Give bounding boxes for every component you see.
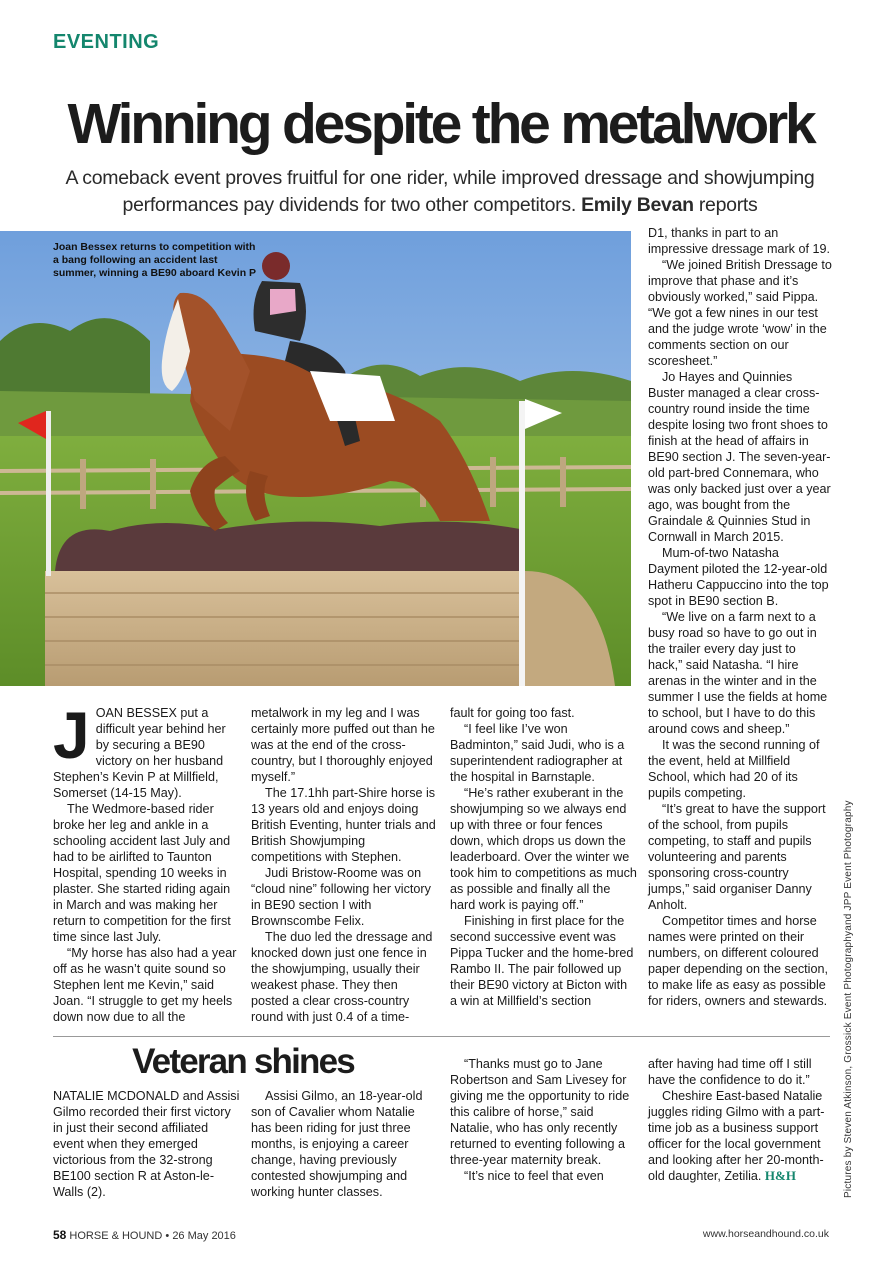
paragraph: “He’s rather exuberant in the showjumping so we always end up with three or four fences down, which drops us down the leaderboard. Over the winter we took him to competitions as much as possible and finally all the hard work is paying off.” xyxy=(450,786,637,912)
paragraph: “I feel like I’ve won Badminton,” said Judi, who is a superintendent radiographer at the hospital in Barnstaple. xyxy=(450,722,625,784)
paragraph: “Thanks must go to Jane Robertson and Sam Livesey for giving me the opportunity to ride this calibre of horse,” said Natalie, who has only recently returned to eventing following a three-year maternity break. xyxy=(450,1057,630,1167)
hh-logo: H&H xyxy=(764,1168,796,1183)
standfirst xyxy=(40,165,840,219)
veteran-column-1 xyxy=(53,1088,240,1200)
paragraph: “It’s nice to feel that even xyxy=(464,1169,604,1183)
paragraph: NATALIE MCDONALD and Assisi Gilmo recorded their first victory in just their second affiliated event when they emerged victorious from the 32-strong BE100 section R at Aston-le-Walls (2). xyxy=(53,1089,240,1199)
paragraph: Jo Hayes and Quinnies Buster managed a clear cross-country round inside the time despite losing two front shoes to finish at the head of affairs in BE90 section J. The seven-year-old part-bred Connemara, who was only backed just over a year ago, was bought from the Graindale & Quinnies Stud in Cornwall in March 2015. xyxy=(648,370,831,544)
paragraph: Finishing in first place for the second successive event was Pippa Tucker and the home-bred Rambo II. The pair followed up their BE90 victory at Bicton with a win at Millfield’s section xyxy=(450,914,634,1008)
page-number: 58 xyxy=(53,1228,67,1242)
subhead: Veteran shines xyxy=(132,1042,354,1081)
footer-separator: • xyxy=(165,1230,170,1242)
drop-cap: J xyxy=(53,698,90,772)
standfirst-text: A comeback event proves fruitful for one rider, while improved dressage and showjumping performances pay dividends for two other competitors. xyxy=(65,167,815,216)
article-column-2 xyxy=(251,705,438,1025)
paragraph: “My horse has also had a year off as he wasn’t quite sound so Stephen lent me Kevin,” said Joan. “I struggle to get my heels down now due to all the xyxy=(53,946,237,1024)
paragraph: The duo led the dressage and knocked down just one fence in the showjumping, usually their weakest phase. They then posted a clear cross-country round with just 0.4 of a time- xyxy=(251,930,433,1024)
article-column-4 xyxy=(648,225,832,1009)
paragraph: D1, thanks in part to an impressive dressage mark of 19. xyxy=(648,226,830,256)
paragraph-text: Cheshire East-based Natalie juggles riding Gilmo with a part-time job as a business support officer for the local government and looking after her 20-month-old daughter, Zetilia. xyxy=(648,1089,825,1183)
byline: Emily Bevan xyxy=(581,194,694,216)
paragraph xyxy=(648,1088,832,1184)
paragraph: Competitor times and horse names were printed on their numbers, on different coloured paper depending on the section, to make life as easy as possible for riders, owners and stewards. xyxy=(648,914,828,1008)
paragraph: The 17.1hh part-Shire horse is 13 years old and enjoys doing British Eventing, hunter trials and British Showjumping competitions with Stephen. xyxy=(251,786,436,864)
paragraph: “It’s great to have the support of the school, from pupils competing, to staff and pupils volunteering and parents sponsoring cross-country jumps,” said organiser Danny Anholt. xyxy=(648,802,826,912)
article-column-1 xyxy=(53,698,240,1025)
photo-caption: Joan Bessex returns to competition with a bang following an accident last summer, winning a BE90 aboard Kevin P xyxy=(53,241,257,279)
photo-credit: Pictures by Steven Atkinson, Grossick Event Photographyand JPP Event Photography xyxy=(843,800,854,1198)
website-url[interactable]: www.horseandhound.co.uk xyxy=(702,1228,829,1240)
paragraph: The Wedmore-based rider broke her leg and ankle in a schooling accident last July and had to be airlifted to Taunton Hospital, spending 10 weeks in plaster. She started riding again in March and was making her return to competition for the first time since last July. xyxy=(53,802,231,944)
section-tag: EVENTING xyxy=(53,31,160,53)
veteran-column-2 xyxy=(251,1088,438,1200)
paragraph: “We joined British Dressage to improve that phase and it’s obviously worked,” said Pippa. “We got a few nines in our test and the judge wrote ‘wow’ in the comments section on our scoresheet.” xyxy=(648,258,832,368)
paragraph: Mum-of-two Natasha Dayment piloted the 12-year-old Hatheru Cappuccino into the top spot in BE90 section B. xyxy=(648,546,829,608)
publication-name: HORSE & HOUND xyxy=(69,1230,163,1242)
paragraph: metalwork in my leg and I was certainly more puffed out than he was at the end of the cross-country, but I thoroughly enjoyed myself.” xyxy=(251,706,435,784)
lead-text: OAN BESSEX put a difficult year behind her by securing a BE90 victory on her husband Stephen’s Kevin P at Millfield, Somerset (14-15 May). xyxy=(53,706,226,800)
byline-suffix: reports xyxy=(698,194,758,216)
veteran-column-4 xyxy=(648,1056,832,1184)
paragraph: after having had time off I still have the confidence to do it.” xyxy=(648,1057,812,1087)
paragraph: Judi Bristow-Roome was on “cloud nine” following her victory in BE90 section I with Brownscombe Felix. xyxy=(251,866,431,928)
headline: Winning despite the metalwork xyxy=(67,92,814,156)
footer-left xyxy=(53,1228,236,1242)
lead-paragraph xyxy=(53,698,240,801)
section-divider xyxy=(53,1036,830,1037)
issue-date: 26 May 2016 xyxy=(172,1230,236,1242)
article-column-3 xyxy=(450,705,637,1009)
paragraph: Assisi Gilmo, an 18-year-old son of Cavalier whom Natalie has been riding for just three months, is enjoying a career change, having previously contested showjumping and working hunter classes. xyxy=(251,1089,423,1199)
main-photo xyxy=(0,231,631,686)
paragraph: It was the second running of the event, held at Millfield School, which had 20 of its pupils competing. xyxy=(648,738,820,800)
paragraph: “We live on a farm next to a busy road so have to go out in the trailer every day just to hack,” said Natasha. “I hire arenas in the winter and in the summer I use the fields at home to school, but I have to do this around cows and sheep.” xyxy=(648,610,828,736)
paragraph: fault for going too fast. xyxy=(450,706,575,720)
veteran-column-3 xyxy=(450,1056,637,1184)
